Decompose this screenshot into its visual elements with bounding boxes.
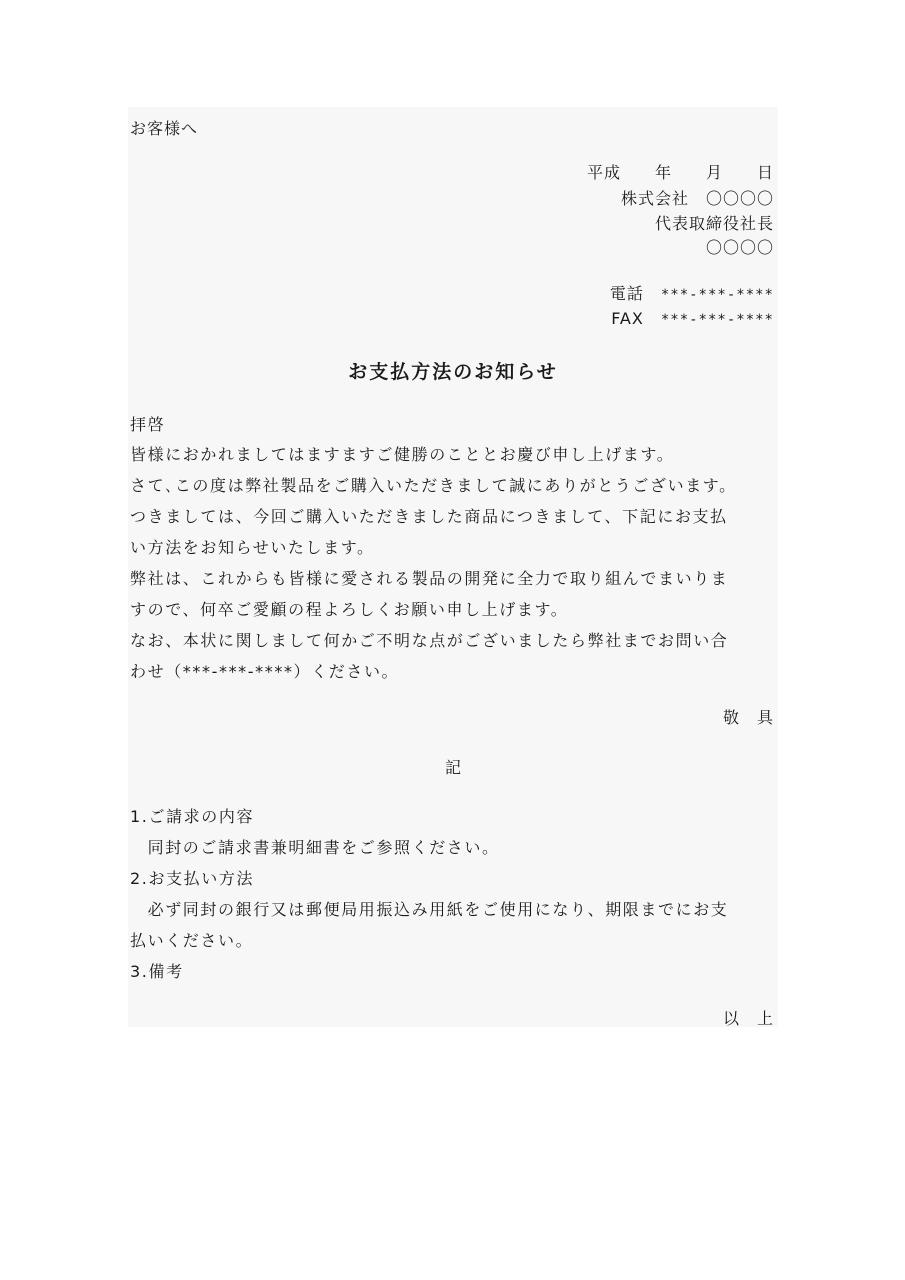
body-line: つきましては、今回ご購入いただきました商品につきまして、下記にお支払	[130, 507, 728, 526]
fax-value: ***-***-****	[660, 312, 774, 328]
body-line: すので、何卒ご愛顧の程よろしくお願い申し上げます。	[130, 600, 569, 619]
item-heading: 1.ご請求の内容	[130, 807, 255, 826]
ki-heading: 記	[444, 758, 461, 777]
letter-title: お支払方法のお知らせ	[348, 361, 558, 383]
phone-value: ***-***-****	[660, 287, 774, 303]
item-text: 同封のご請求書兼明細書をご参照ください。	[130, 838, 500, 857]
item-text: 払いください。	[130, 931, 254, 950]
body-line: さて､この度は弊社製品をご購入いただきまして誠にありがとうございます。	[130, 476, 737, 495]
representative-name: 〇〇〇〇	[705, 238, 774, 257]
fax-label: FAX	[611, 309, 644, 328]
phone-label: 電話	[609, 284, 644, 303]
item-heading: 2.お支払い方法	[130, 869, 255, 888]
recipient: お客様へ	[130, 119, 199, 138]
body-line: なお、本状に関しまして何かご不明な点がございましたら弊社までお問い合	[130, 631, 729, 650]
company-name: 株式会社 〇〇〇〇	[620, 189, 774, 208]
body-line: わせ（***-***-****）ください。	[130, 662, 400, 681]
item-text: 必ず同封の銀行又は郵便局用振込み用紙をご使用になり、期限までにお支	[130, 900, 729, 919]
representative-title: 代表取締役社長	[654, 214, 774, 233]
item-heading: 3.備考	[130, 962, 184, 981]
opening-greeting: 拝啓	[130, 415, 166, 434]
fax-line	[587, 289, 774, 350]
body-line: 弊社は、これからも皆様に愛される製品の開発に全力で取り組んでまいりま	[130, 569, 729, 588]
body-line: 皆様におかれましてはますますご健勝のこととお慶び申し上げます。	[130, 445, 675, 464]
letter-page	[128, 107, 778, 1027]
closing-keigu: 敬 具	[722, 708, 774, 727]
closing-ijou: 以 上	[722, 1009, 774, 1028]
date-line: 平成 年 月 日	[586, 163, 774, 182]
body-line: い方法をお知らせいたします。	[130, 538, 375, 557]
